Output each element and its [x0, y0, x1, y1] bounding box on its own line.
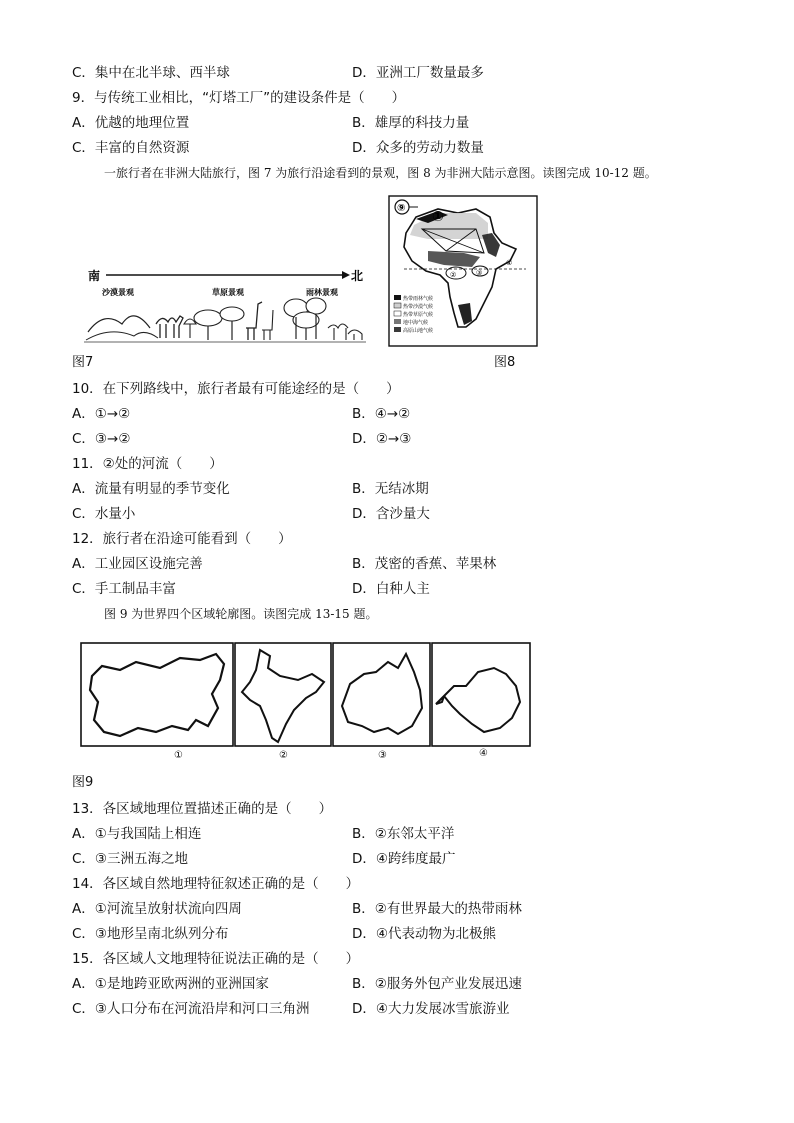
q15-option-c: C．③人口分布在河流沿岸和河口三角洲: [72, 1001, 310, 1017]
q12-stem: 12．旅行者在沿途可能看到（ ）: [72, 531, 292, 547]
q9-option-d: D．众多的劳动力数量: [352, 140, 484, 156]
fig9-label-3: ③: [378, 750, 387, 760]
q11-option-c: C．水量小: [72, 506, 136, 522]
q10-option-c: C．③→②: [72, 431, 131, 447]
q9-stem: 9．与传统工业相比，“灯塔工厂”的建设条件是（ ）: [72, 90, 406, 106]
fig8-label-1: ①: [432, 209, 444, 225]
fig9-label-4: ④: [479, 748, 488, 759]
svg-text:热带沙漠气候: 热带沙漠气候: [403, 304, 434, 310]
q8-option-d: D．亚洲工厂数量最多: [352, 65, 484, 81]
svg-text:高原山地气候: 高原山地气候: [403, 328, 434, 334]
fig7-desert-label: 沙漠景观: [102, 288, 134, 297]
q10-option-a: A．①→②: [72, 406, 131, 422]
q13-option-c: C．③三洲五海之地: [72, 851, 189, 867]
q10-option-b: B．④→②: [352, 406, 411, 422]
q12-option-d: D．白种人主: [352, 581, 430, 597]
fig8-label-3: ③: [476, 269, 483, 277]
q11-stem: 11．②处的河流（ ）: [72, 456, 223, 472]
q12-option-c: C．手工制品丰富: [72, 581, 176, 597]
q12-option-a: A．工业园区设施完善: [72, 556, 203, 572]
fig7-north-label: 北: [351, 269, 364, 283]
q15-option-d: D．④大力发展冰雪旅游业: [352, 1001, 510, 1017]
figure-9: [80, 642, 532, 760]
svg-text:热带雨林气候: 热带雨林气候: [403, 296, 434, 302]
fig8-label-2: ②: [450, 271, 457, 279]
q15-option-b: B．②服务外包产业发展迅速: [352, 976, 522, 992]
intro-10-12: 一旅行者在非洲大陆旅行，图 7 为旅行沿途看到的景观，图 8 为非洲大陆示意图。读图完成 10-12 题。: [104, 166, 657, 180]
q8-option-c: C．集中在北半球、西半球: [72, 65, 230, 81]
fig9-label-1: ①: [174, 750, 183, 760]
q12-option-b: B．茂密的香蕉、苹果林: [352, 556, 497, 572]
fig9-caption: 图9: [72, 775, 94, 790]
q9-option-a: A．优越的地理位置: [72, 115, 190, 131]
figure-8: [388, 195, 538, 347]
fig9-label-2: ②: [279, 750, 288, 760]
q15-stem: 15．各区域人文地理特征说法正确的是（ ）: [72, 951, 360, 967]
intro-13-15: 图 9 为世界四个区域轮廓图。读图完成 13-15 题。: [104, 607, 378, 621]
fig8-caption: 图8: [494, 355, 516, 370]
q14-option-d: D．④代表动物为北极熊: [352, 926, 496, 942]
fig7-caption: 图7: [72, 355, 94, 370]
q13-option-b: B．②东邻太平洋: [352, 826, 455, 842]
svg-text:热带草原气候: 热带草原气候: [403, 312, 434, 318]
q10-option-d: D．②→③: [352, 431, 412, 447]
svg-text:地中海气候: 地中海气候: [403, 320, 429, 326]
q11-option-b: B．无结冰期: [352, 481, 429, 497]
q11-option-d: D．含沙量大: [352, 506, 430, 522]
q9-option-b: B．雄厚的科技力量: [352, 115, 470, 131]
q9-option-c: C．丰富的自然资源: [72, 140, 190, 156]
q10-stem: 10．在下列路线中，旅行者最有可能途经的是（ ）: [72, 381, 400, 397]
q14-option-b: B．②有世界最大的热带雨林: [352, 901, 522, 917]
fig8-label-4: ④: [506, 259, 513, 267]
figure-7: [84, 262, 366, 346]
fig7-south-label: 南: [88, 269, 101, 283]
fig8-label-9: ⑨: [397, 203, 406, 214]
fig7-rainforest-label: 雨林景观: [306, 288, 338, 297]
q14-option-c: C．③地形呈南北纵列分布: [72, 926, 229, 942]
q15-option-a: A．①是地跨亚欧两洲的亚洲国家: [72, 976, 269, 992]
q13-option-a: A．①与我国陆上相连: [72, 826, 202, 842]
fig7-savanna-label: 草原景观: [212, 288, 244, 297]
q14-stem: 14．各区域自然地理特征叙述正确的是（ ）: [72, 876, 360, 892]
q14-option-a: A．①河流呈放射状流向四周: [72, 901, 242, 917]
q13-stem: 13．各区域地理位置描述正确的是（ ）: [72, 801, 333, 817]
q13-option-d: D．④跨纬度最广: [352, 851, 456, 867]
q11-option-a: A．流量有明显的季节变化: [72, 481, 230, 497]
